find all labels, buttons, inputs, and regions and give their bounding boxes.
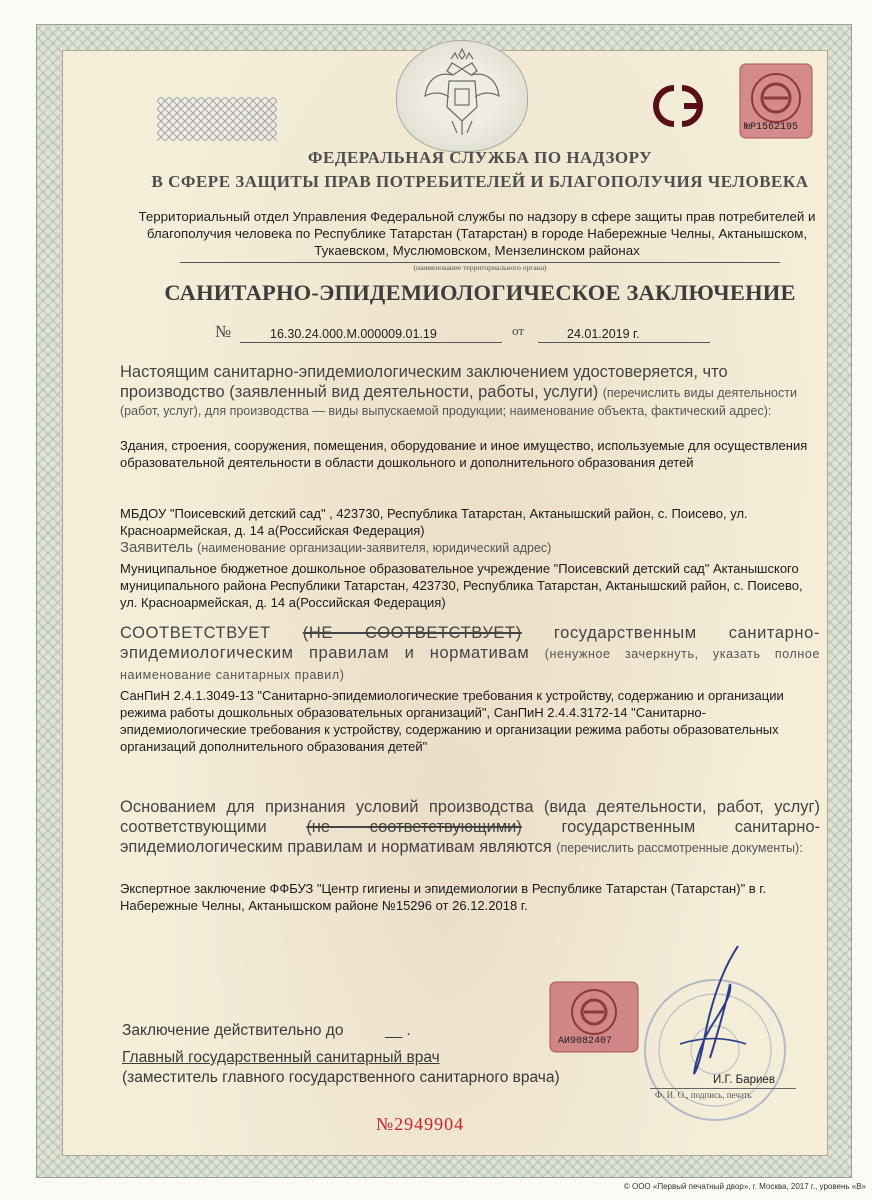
expert-opinion: Экспертное заключение ФФБУЗ "Центр гигиены и эпидемиологии в Республике Татарстан (Татарстан)" в г. Набережные Челны, Актанышском районе №15296 от 26.12.2018 г.	[120, 881, 767, 913]
agency-name-line-2: В СФЕРЕ ЗАЩИТЫ ПРАВ ПОТРЕБИТЕЛЕЙ И БЛАГОПОЛУЧИЯ ЧЕЛОВЕКА	[151, 172, 809, 191]
number-rule	[240, 342, 502, 343]
signer-name: И.Г. Бариев	[713, 1074, 775, 1086]
holographic-seal-top	[738, 62, 814, 142]
printer-credit: © ООО «Первый печатный двор», г. Москва, 2017 г., уровень «В»	[623, 1182, 866, 1191]
complies-note: (ненужное зачеркнуть, указать полное наименование санитарных правил)	[120, 647, 821, 682]
sanitary-rules: СанПиН 2.4.1.3049-13 "Санитарно-эпидемиологические требования к устройству, содержанию и организации режима работы дошкольных образовательных организаций", СанПиН 2.4.4.3172-14 "Санитарно-эпидемиологические требования к устройству, содержанию и организации режима работы образовательных организаций дополнительного образования детей"	[120, 688, 784, 754]
basis-end: государственным санитарно-эпидемиологическим правилам и нормативам являются	[120, 818, 820, 856]
applicant-value: Муниципальное бюджетное дошкольное образовательное учреждение "Поисевский детский сад" Актанышского муниципального района Республики Татарстан, 423730, Республика Татарстан, Актанышский район, с. Поисево, ул. Красноармейская, д. 14 а(Российская Федерация)	[120, 561, 803, 610]
applicant-label: Заявитель	[120, 539, 193, 556]
se-conformity-mark	[640, 78, 720, 134]
applicant-heading	[120, 539, 820, 556]
basis-struck: (не соответствующими)	[306, 818, 522, 836]
holographic-seal-bottom	[548, 980, 640, 1054]
number-sign: №	[215, 322, 232, 341]
hologram-mark	[157, 97, 277, 141]
territorial-caption: (наименование территориального органа)	[413, 263, 547, 272]
complies-word: СООТВЕТСТВУЕТ	[120, 624, 271, 642]
applicant-note: (наименование организации-заявителя, юридический адрес)	[197, 541, 552, 555]
coat-of-arms-emblem	[396, 40, 528, 152]
valid-until-value: __ .	[385, 1022, 411, 1039]
signature-caption: Ф. И. О., подпись, печать	[655, 1090, 752, 1100]
intro-paragraph	[120, 362, 820, 420]
agency-name-line-1: ФЕДЕРАЛЬНАЯ СЛУЖБА ПО НАДЗОРУ	[307, 148, 653, 167]
complies-rest: государственным санитарно-эпидемиологическим правилам и нормативам	[120, 624, 821, 662]
not-complies-struck: (НЕ СООТВЕТСТВУЕТ)	[302, 624, 522, 642]
date-from-label: от	[512, 323, 525, 338]
seal-top-number: №Р1562195	[744, 122, 799, 133]
basis-start: Основанием для признания условий производства (вида деятельности, работ, услуг) соответствующими	[120, 798, 820, 836]
compliance-paragraph	[120, 623, 820, 685]
signature-rule	[650, 1088, 796, 1089]
objects-description: Здания, строения, сооружения, помещения, оборудование и иное имущество, используемые для осуществления образовательной деятельности в области дошкольного и дополнительного образования детей	[120, 438, 808, 470]
seal-bottom-number: АИ9082407	[558, 1036, 613, 1047]
document-title: САНИТАРНО-ЭПИДЕМИОЛОГИЧЕСКОЕ ЗАКЛЮЧЕНИЕ	[164, 280, 796, 305]
facility-address: МБДОУ "Поисевский детский сад" , 423730, Республика Татарстан, Актанышский район, с. Поисево, ул. Красноармейская, д. 14 а(Российская Федерация)	[120, 506, 748, 538]
chief-doctor-title: Главный государственный санитарный врач	[122, 1049, 440, 1066]
registration-number: 16.30.24.000.М.000009.01.19	[270, 327, 437, 341]
basis-paragraph	[120, 797, 820, 858]
territorial-body: Территориальный отдел Управления Федеральной службы по надзору в сфере защиты прав потребителей и благополучия человека по Республике Татарстан (Татарстан) в городе Набережные Челны, Актанышском, Тукаевском, Муслюмовском, Мензелинском районах	[138, 209, 816, 258]
double-headed-eagle-icon	[397, 41, 527, 151]
basis-note: (перечислить рассмотренные документы):	[556, 841, 803, 855]
date-rule	[538, 342, 710, 343]
handwritten-signature	[650, 940, 770, 1080]
blank-serial-number: №2949904	[376, 1114, 465, 1134]
valid-until-label: Заключение действительно до	[122, 1022, 344, 1039]
intro-main-text: Настоящим санитарно-эпидемиологическим заключением удостоверяется, что производство (заявленный вид деятельности, работы, услуги)	[120, 363, 728, 401]
deputy-doctor-title: (заместитель главного государственного санитарного врача)	[122, 1069, 560, 1086]
intro-note: (перечислить виды деятельности (работ, услуг), для производства — виды выпускаемой продукции; наименование объекта, фактический адрес):	[120, 386, 797, 418]
registration-date: 24.01.2019 г.	[567, 327, 640, 341]
